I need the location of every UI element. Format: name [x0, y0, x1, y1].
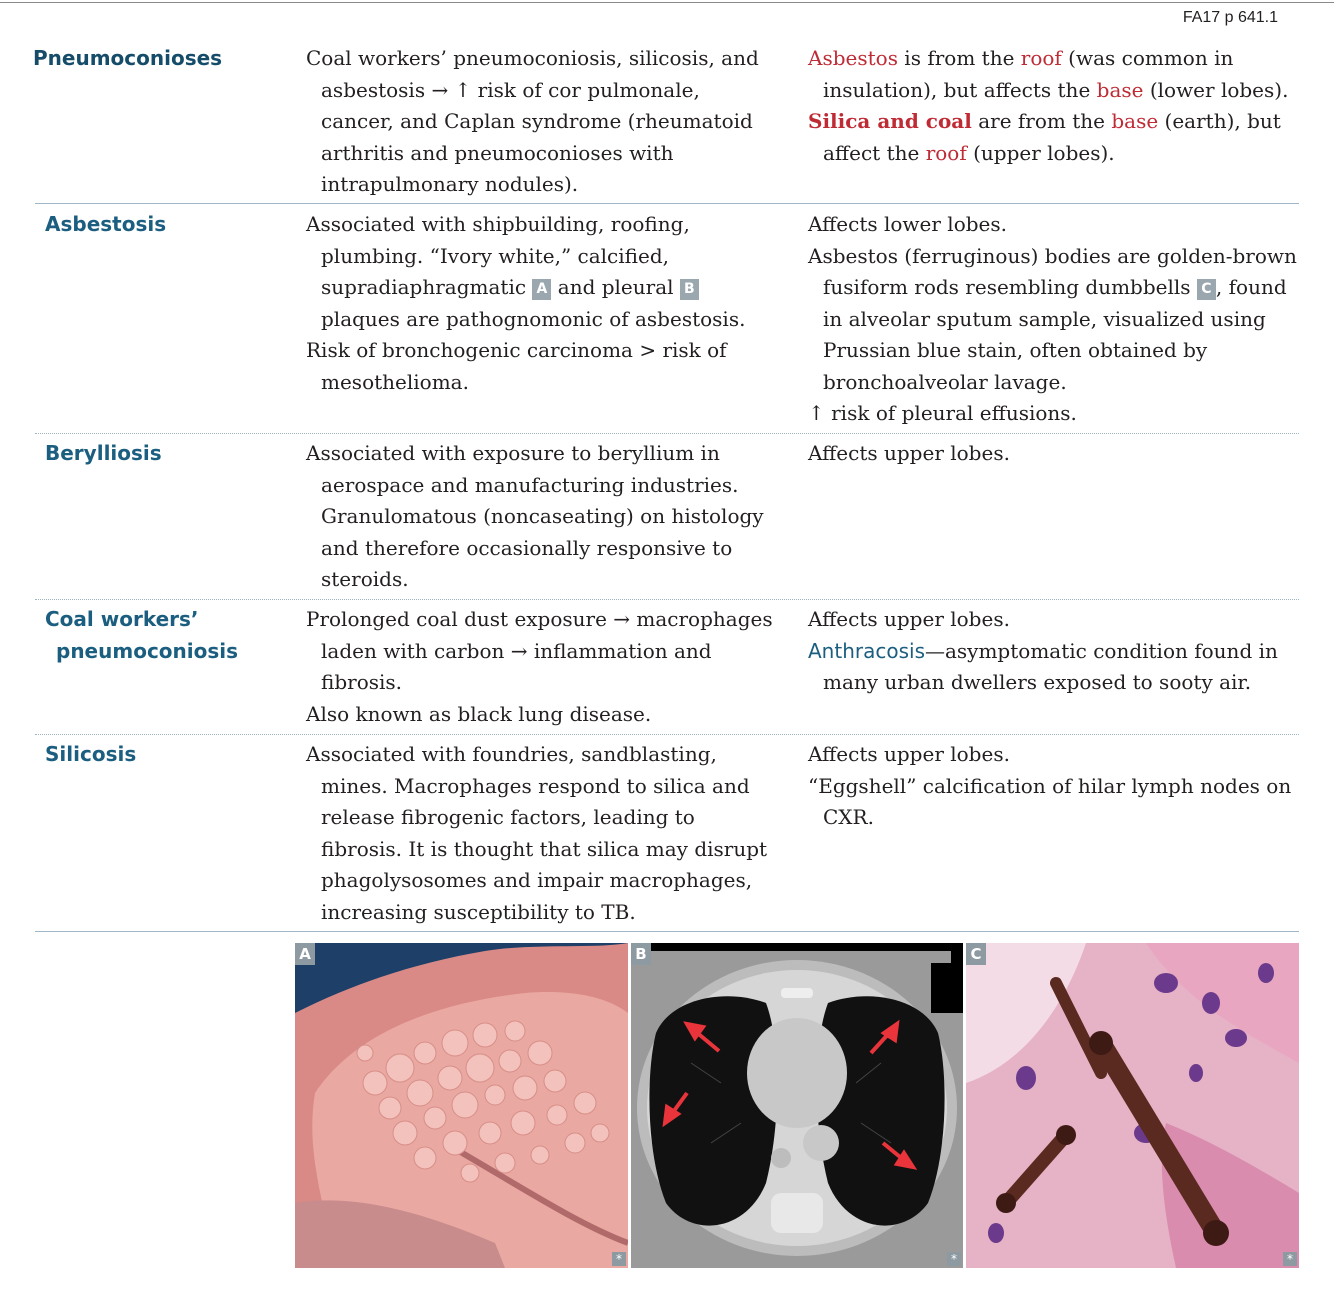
gross-specimen-illustration: [295, 943, 628, 1268]
notes-column: [808, 739, 1298, 834]
row-label-line: Coal workers’: [45, 607, 199, 631]
keyword-base: base: [1111, 109, 1159, 133]
row-label: Pneumoconioses: [33, 46, 223, 70]
row-label: Asbestosis: [45, 212, 167, 236]
text-paragraph: Coal workers’ pneumoconiosis, silicosis, and asbestosis → ↑ risk of cor pulmonale, cancer, and Caplan syndrome (rheumatoid arthritis and pneumoconioses with intrapulmonary nodules).: [306, 46, 759, 196]
panel-label: C: [966, 943, 986, 965]
keyword-asbestos: Asbestos: [808, 46, 898, 70]
mechanism-column: [306, 438, 776, 596]
notes-column: [808, 209, 1298, 430]
top-rule: [0, 2, 1334, 3]
panel-star-icon: *: [947, 1252, 961, 1266]
text-paragraph: “Eggshell” calcification of hilar lymph nodes on CXR.: [808, 773, 1292, 829]
text-run: (upper lobes).: [966, 140, 1115, 165]
text-paragraph: Affects upper lobes.: [808, 607, 1010, 631]
text-run: and pleural: [551, 275, 680, 299]
figure-ref-a: A: [532, 279, 551, 300]
text-run: —asymptomatic condition found in many urban dwellers exposed to sooty air.: [823, 638, 1278, 694]
ct-scan-illustration: [631, 943, 963, 1268]
text-run: (was common in insulation), but affects the: [823, 46, 1234, 102]
figure-ref-b: B: [680, 279, 699, 300]
figure-ref-c: C: [1197, 279, 1216, 300]
text-paragraph: Also known as black lung disease.: [306, 701, 652, 726]
text-paragraph: [808, 241, 1298, 399]
keyword-anthracosis: Anthracosis: [808, 638, 925, 663]
mechanism-column: [306, 604, 776, 730]
text-paragraph: Associated with foundries, sandblasting, mines. Macrophages respond to silica and release fibrogenic factors, leading to fibrosis. It is thought that silica may disrupt phagolysosomes and impair macrophages, increasing susceptibility to TB.: [306, 742, 768, 924]
row-label: Berylliosis: [45, 441, 162, 465]
panel-label: A: [295, 943, 315, 965]
text-paragraph: [808, 106, 1298, 169]
row-separator: [35, 433, 1299, 434]
notes-column: [808, 438, 1298, 470]
row-label: Silicosis: [45, 742, 137, 766]
text-paragraph: Associated with exposure to beryllium in aerospace and manufacturing industries. Granulomatous (noncaseating) on histology and therefore occasionally responsive to steroids.: [306, 441, 764, 591]
keyword-base: base: [1096, 77, 1144, 102]
text-paragraph: [808, 43, 1298, 106]
mechanism-column: [306, 43, 776, 201]
row-label-line: pneumoconiosis: [56, 638, 239, 663]
mechanism-column: [306, 209, 776, 398]
text-paragraph: Affects upper lobes.: [808, 742, 1010, 766]
text-run: (lower lobes).: [1143, 77, 1289, 102]
panel-label: B: [631, 943, 651, 965]
text-run: Associated with shipbuilding, roofing, plumbing. “Ivory white,” calcified, supradiaphragmatic: [306, 212, 690, 299]
row-separator: [35, 599, 1299, 600]
image-panel-c-asbestos-bodies: [966, 943, 1299, 1268]
text-run: (earth), but affect the: [823, 109, 1281, 165]
notes-column: [808, 43, 1298, 169]
notes-column: [808, 604, 1298, 699]
row-separator: [35, 203, 1299, 204]
text-run: are from the: [971, 109, 1112, 133]
keyword-roof: roof: [1020, 46, 1062, 70]
panel-star-icon: *: [612, 1252, 626, 1266]
panel-star-icon: *: [1283, 1252, 1297, 1266]
text-run: plaques are pathognomonic of asbestosis.: [321, 306, 746, 331]
text-run: is from the: [897, 46, 1021, 70]
mechanism-column: [306, 739, 776, 928]
text-paragraph: [808, 636, 1298, 699]
row-separator: [35, 931, 1299, 932]
text-run: , found in alveolar sputum sample, visualized using Prussian blue stain, often obtained by bronchoalveolar lavage.: [823, 275, 1287, 394]
text-paragraph: Affects upper lobes.: [808, 441, 1010, 465]
page-reference: FA17 p 641.1: [1182, 9, 1278, 26]
row-label: [45, 604, 285, 667]
text-run: Asbestos (ferruginous) bodies are golden-brown fusiform rods resembling dumbbells: [808, 243, 1297, 299]
keyword-roof: roof: [925, 140, 967, 165]
row-separator: [35, 734, 1299, 735]
text-paragraph: ↑ risk of pleural effusions.: [808, 401, 1077, 425]
image-panel-a-pleural-plaques: [295, 943, 628, 1268]
image-panel-b-ct-chest: [631, 943, 963, 1268]
keyword-silica-and-coal: Silica and coal: [808, 109, 972, 133]
text-paragraph: Risk of bronchogenic carcinoma > risk of mesothelioma.: [306, 338, 727, 394]
histology-illustration: [966, 943, 1299, 1268]
text-paragraph: Prolonged coal dust exposure → macrophages laden with carbon → inflammation and fibrosis.: [306, 607, 773, 694]
text-paragraph: [306, 209, 776, 335]
text-paragraph: Affects lower lobes.: [808, 212, 1008, 236]
